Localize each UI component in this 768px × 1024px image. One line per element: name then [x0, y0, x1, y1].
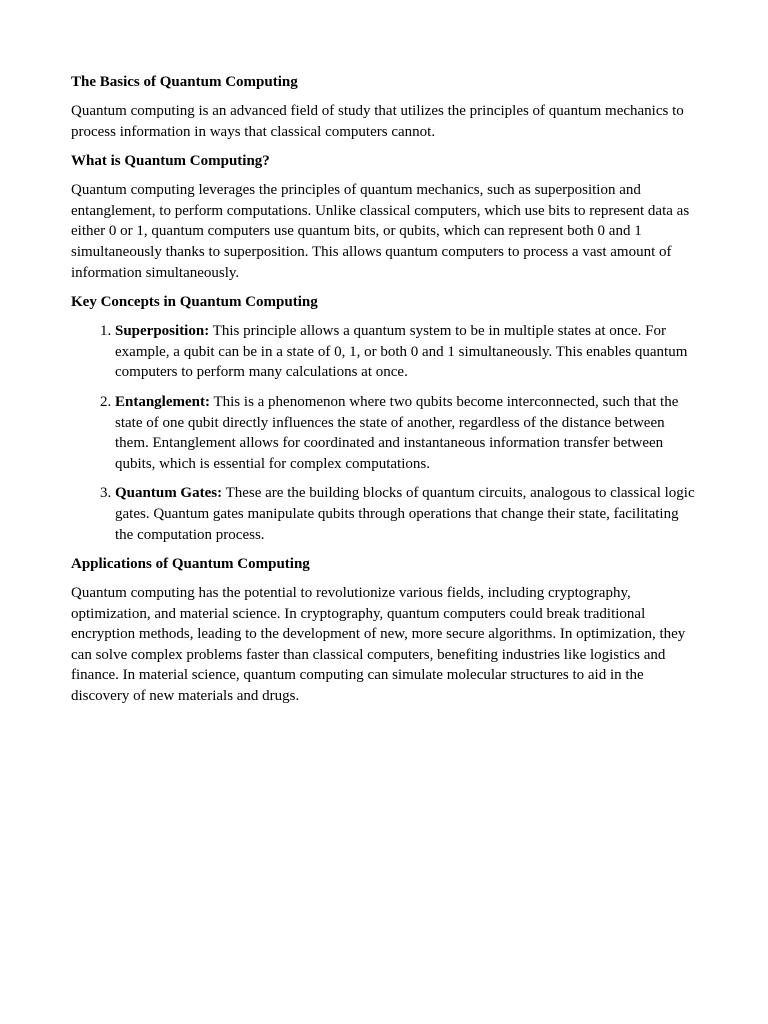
concept-text: This principle allows a quantum system to be in multiple states at once. For example, a qubit can be in a state of 0, 1, or both 0 and 1 simultaneously. This enables quantum computers to perform many calculations at once. [115, 323, 688, 381]
list-item [115, 392, 696, 474]
concept-text: These are the building blocks of quantum circuits, analogous to classical logic gates. Quantum gates manipulate qubits through operations that change their state, facilitating the computation process. [115, 485, 695, 543]
section-body-what-is: Quantum computing leverages the principles of quantum mechanics, such as superposition and entanglement, to perform computations. Unlike classical computers, which use bits to represent data as either 0 or 1, quantum computers use quantum bits, or qubits, which can represent both 0 and 1 simultaneously thanks to superposition. This allows quantum computers to process a vast amount of information simultaneously. [71, 182, 690, 281]
list-item [115, 483, 696, 545]
intro-paragraph: Quantum computing is an advanced field of study that utilizes the principles of quantum mechanics to process information in ways that classical computers cannot. [71, 103, 684, 140]
document-title: The Basics of Quantum Computing [71, 74, 298, 90]
concept-term: Entanglement: [115, 393, 210, 410]
concept-text: This is a phenomenon where two qubits become interconnected, such that the state of one qubit directly influences the state of another, regardless of the distance between them. Entanglement allows for coordinated and instantaneous information transfer between qubits, which is essential for complex computations. [115, 393, 679, 472]
section-heading-what-is: What is Quantum Computing? [71, 153, 270, 170]
section-heading-key-concepts: Key Concepts in Quantum Computing [71, 294, 318, 311]
concept-term: Quantum Gates: [115, 485, 223, 502]
concept-term: Superposition: [115, 323, 210, 340]
section-heading-applications: Applications of Quantum Computing [71, 556, 310, 573]
section-body-applications: Quantum computing has the potential to revolutionize various fields, including cryptography, optimization, and material science. In cryptography, quantum computers could break traditional encryption methods, leading to the development of new, more secure algorithms. In optimization, they can solve complex problems faster than classical computers, benefiting industries like logistics and finance. In material science, quantum computing can simulate molecular structures to aid in the discovery of new materials and drugs. [71, 585, 686, 705]
key-concepts-list [71, 321, 696, 545]
list-item [115, 321, 696, 383]
